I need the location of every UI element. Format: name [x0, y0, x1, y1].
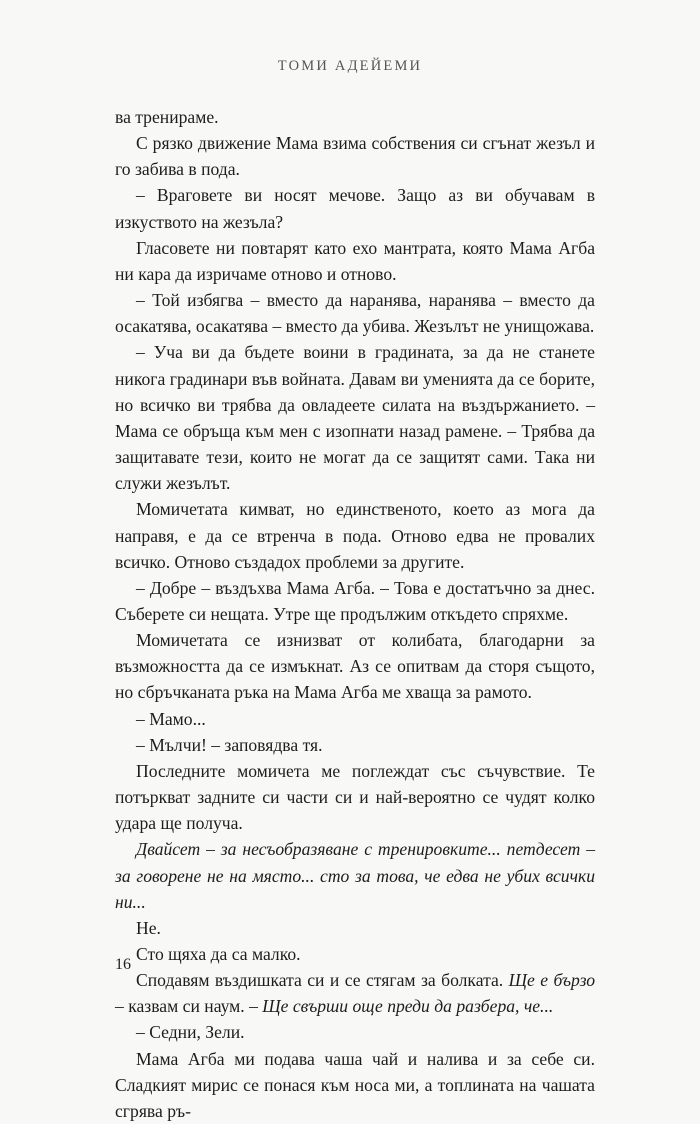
- paragraph: Сто щяха да са малко.: [136, 944, 301, 964]
- paragraph: – Мамо...: [136, 708, 206, 729]
- paragraph: Момичетата кимват, но единственото, което аз мога да направя, е да се втренча в пода. Отново едва не провалих всичко. Отново създадох проблеми за другите.: [115, 499, 595, 572]
- running-header: ТОМИ АДЕЙЕМИ: [277, 58, 423, 74]
- paragraph: – Той избягва – вместо да наранява, наранява – вместо да осакатява, осакатява – вместо да убива. Жезълът не унищожава.: [115, 290, 595, 337]
- paragraph: Мама Агба ми подава чаша чай и налива и за себе си. Сладкият мирис се понася към носа ми, а топлината на чашата сгрява ръ-: [115, 1048, 595, 1121]
- paragraph: Момичетата се изнизват от колибата, благодарни за възможността да се измъкнат. Аз се опитвам да сторя същото, но сбръчканата ръка на Мама Агба ме хваща за рамото.: [115, 630, 595, 703]
- paragraph: – Добре – въздъхва Мама Агба. – Това е достатъчно за днес. Съберете си нещата. Утре ще продължим откъдето спряхме.: [115, 577, 595, 624]
- paragraph: – Уча ви да бъдете воини в градината, за да не станете никога градинари във войната. Давам ви уменията да се борите, но всичко ви трябва да овладеете силата на въздържанието. – Мама се обръща към мен с изопнати назад рамене. – Трябва да защитавате тези, които не могат да се защитят сами. Така ни служи жезълът.: [115, 342, 595, 494]
- body-text: [115, 104, 595, 1124]
- paragraph: Гласовете ни повтарят като ехо мантрата, която Мама Агба ни кара да изричаме отново и отново.: [115, 237, 595, 284]
- paragraph: Не.: [136, 917, 161, 938]
- paragraph: – Седни, Зели.: [136, 1022, 245, 1043]
- paragraph: ва тренираме.: [115, 107, 219, 127]
- paragraph: Последните момичета ме поглеждат със съчувствие. Те потъркват задните си части си и най-вероятно се чудят колко удара ще получа.: [115, 760, 595, 834]
- paragraph: – Мълчи! – заповядва тя.: [136, 734, 323, 755]
- page-number: 16: [115, 956, 131, 973]
- paragraph: Двайсет – за несъобразяване с тренировките... петдесет – за говорене не на място... сто за това, че едва не убих всички ни...: [115, 839, 595, 912]
- paragraph: Сподавям въздишката си и се стягам за болката. Ще е бързо – казвам си наум. – Ще свърши още преди да разбера, че...: [115, 970, 595, 1017]
- paragraph: С рязко движение Мама взима собствения си сгънат жезъл и го забива в пода.: [115, 133, 595, 180]
- paragraph: – Враговете ви носят мечове. Защо аз ви обучавам в изкуството на жезъла?: [115, 185, 595, 232]
